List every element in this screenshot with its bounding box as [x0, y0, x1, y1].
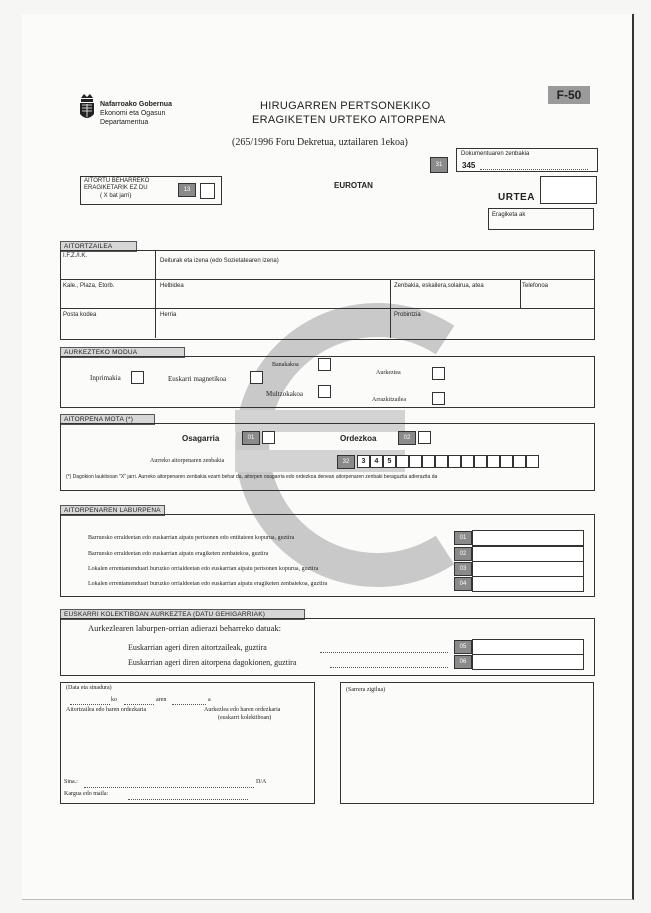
postal-code-label: Posta kodea [63, 312, 97, 318]
phone-label: Telefonoa [522, 283, 549, 289]
no-operations-hint: ( X bat jarri) [100, 193, 132, 199]
province-label: Probintzia [394, 312, 421, 318]
position-label: Kargua edo maila: [64, 791, 109, 797]
previous-declaration-digit[interactable] [409, 455, 422, 468]
previous-declaration-digit[interactable] [474, 455, 487, 468]
collective-row-code: 05 [454, 640, 472, 654]
collective-row-field[interactable] [472, 639, 584, 655]
date-aren-label: aren [156, 697, 167, 703]
section-header-collective-media: EUSKARRI KOLEKTIBOAN AURKEZTEA (DATU GEHIGARRIAK) [60, 609, 305, 620]
tax-id-label: I.F.Z./I.K. [63, 253, 88, 259]
address-label: Helbidea [160, 283, 184, 289]
summary-row-field[interactable] [472, 530, 584, 546]
summary-row-field[interactable] [472, 576, 584, 592]
previous-declaration-digit[interactable]: 3 [357, 455, 370, 468]
collective-row-field[interactable] [472, 654, 584, 670]
supplementary-label: Osagarria [182, 434, 220, 443]
section-header-submission-mode: AURKEZTEKO MODUA [60, 347, 185, 358]
town-label: Herria [160, 312, 177, 318]
no-operations-label-1: AITORTU BEHARREKO [84, 178, 150, 184]
section-header-declaration-type: AITORPENA MOTA (*) [60, 414, 155, 425]
submitter-signature-label: Aurkezlea edo haren ordezkaria [204, 707, 281, 713]
summary-row-code: 04 [454, 577, 472, 591]
supplementary-checkbox[interactable] [262, 431, 275, 444]
decree-reference: (265/1996 Foru Dekretua, uztailaren 1ekoa) [232, 137, 408, 148]
box-31-label: 31 [430, 157, 448, 173]
substitute-checkbox[interactable] [418, 431, 431, 444]
previous-declaration-digit[interactable]: 5 [383, 455, 396, 468]
magnetic-media-label: Euskarri magnetikoa [168, 375, 227, 383]
previous-declaration-digit[interactable]: 4 [370, 455, 383, 468]
previous-declaration-digit[interactable] [487, 455, 500, 468]
date-signature-label: (Data eta sinadura) [66, 685, 112, 691]
document-number-label: Dokumentuaren zenbakia [461, 151, 530, 157]
previous-declaration-digit[interactable] [461, 455, 474, 468]
year-field[interactable] [540, 176, 597, 204]
document-number-prefix: 345 [462, 161, 476, 170]
multiple-label: Multzokakoa [266, 390, 303, 398]
individual-checkbox[interactable] [318, 358, 331, 371]
da-label: D/A [256, 779, 267, 785]
section-header-declarer: AITORTZAILEA [60, 241, 137, 252]
street-type-label: Kale., Plaza, Etorb. [63, 283, 115, 289]
summary-row-label: Barruesko erraldeetan edo euskarrian aipatu eragiketen zenbatekoa, guztira [88, 551, 269, 557]
previous-declaration-digit[interactable] [435, 455, 448, 468]
entry-stamp-box [340, 682, 594, 804]
date-a-label: a [208, 697, 211, 703]
collective-row-code: 06 [454, 655, 472, 669]
document-number-dots [480, 168, 588, 170]
substitute-label: Ordezkoa [340, 434, 377, 443]
summary-row-label: Lokalen errentamenduari buruzko orrialdeetan edo euskarrian aipatu eragiketen zenbatekoa, guztira [88, 581, 328, 587]
entry-stamp-label: (Sarrera zigilua) [346, 687, 386, 693]
box-01-label: 01 [242, 431, 260, 445]
multiple-checkbox[interactable] [318, 385, 331, 398]
previous-declaration-digit[interactable] [422, 455, 435, 468]
department-line-1: Ekonomi eta Ogasun [100, 110, 166, 117]
department-line-2: Departamentua [100, 119, 149, 126]
operations-year-label: Eragiketa ak [492, 212, 526, 218]
previous-declaration-digit[interactable] [500, 455, 513, 468]
section-header-summary: AITORPENAREN LABURPENA [60, 505, 165, 516]
submitter-checkbox[interactable] [432, 367, 445, 380]
box-32-label: 32 [337, 455, 355, 469]
previous-declaration-digit[interactable] [448, 455, 461, 468]
declarer-section [60, 250, 595, 340]
summary-row-field[interactable] [472, 546, 584, 562]
name-label: Deiturak eta izena (edo Sozietatearen izena) [160, 258, 279, 264]
summary-row-code: 03 [454, 562, 472, 576]
summary-row-code: 02 [454, 547, 472, 561]
replacement-checkbox[interactable] [432, 392, 445, 405]
summary-row-label: Barruesko erraldeetan edo euskarrian aipatu pertsonen edo entitateen kopurua, guztira [88, 535, 295, 541]
declarer-signature-label: Aitortzailea edo haren ordezkaria [66, 707, 147, 713]
previous-declaration-digit[interactable] [513, 455, 526, 468]
form-title-line-2: ERAGIKETEN URTEKO AITORPENA [252, 114, 446, 126]
navarra-coat-of-arms-icon [78, 92, 96, 122]
collective-intro: Aurkezlearen laburpen-orrian adierazi beharreko datuak: [88, 623, 282, 633]
no-operations-label-2: ERAGIKETARIK EZ DU [84, 185, 148, 191]
form-code-badge: F-50 [548, 86, 590, 104]
submitter-signature-note: (euskarri kolektiboan) [218, 715, 272, 721]
summary-row-label: Lokalen errentamenduari buruzko orrialdeetan edo euskarrian aipatu pertsonen kopurua, guztira [88, 566, 319, 572]
signed-label: Sina.: [64, 779, 78, 785]
previous-declaration-digit[interactable] [526, 455, 539, 468]
individual-label: Banakakoa [272, 362, 299, 368]
replacement-label: Arrazkitzailea [372, 397, 406, 403]
government-name: Nafarroako Gobernua [100, 101, 172, 108]
summary-row-code: 01 [454, 531, 472, 545]
box-02-label: 02 [398, 431, 416, 445]
date-ko-label: ko [111, 697, 117, 703]
previous-declaration-label: Aurreko aitorpenaren zenbakia [150, 458, 225, 464]
no-operations-checkbox[interactable] [200, 183, 215, 199]
printed-form-label: Inprimakia [90, 374, 121, 382]
previous-declaration-digit[interactable] [396, 455, 409, 468]
collective-row-label: Euskarrian ageri diren aitortzaileak, guztira [128, 643, 267, 652]
collective-row-label: Euskarrian ageri diren aitorpena dagokionen, guztira [128, 658, 297, 667]
magnetic-media-checkbox[interactable] [250, 371, 263, 384]
currency-label: EUROTAN [334, 181, 373, 190]
box-13-label: 13 [178, 183, 196, 197]
year-label: URTEA [498, 192, 535, 203]
printed-form-checkbox[interactable] [131, 371, 144, 384]
declaration-type-note: (*) Dagokion laukitxoan "X" jarri. Aurreko aitorpenaren zenbakia ezarri behar da, aitorpen osagarria edo ordezkoa denean aitorpenaren zenbaki beraguztia adierazita da [66, 474, 438, 480]
submitter-label: Aurkeztea [376, 370, 401, 376]
street-number-label: Zenbakia, eskailera,solairua, atea [394, 283, 484, 289]
form-title-line-1: HIRUGARREN PERTSONEKIKO [260, 100, 431, 112]
summary-row-field[interactable] [472, 561, 584, 577]
